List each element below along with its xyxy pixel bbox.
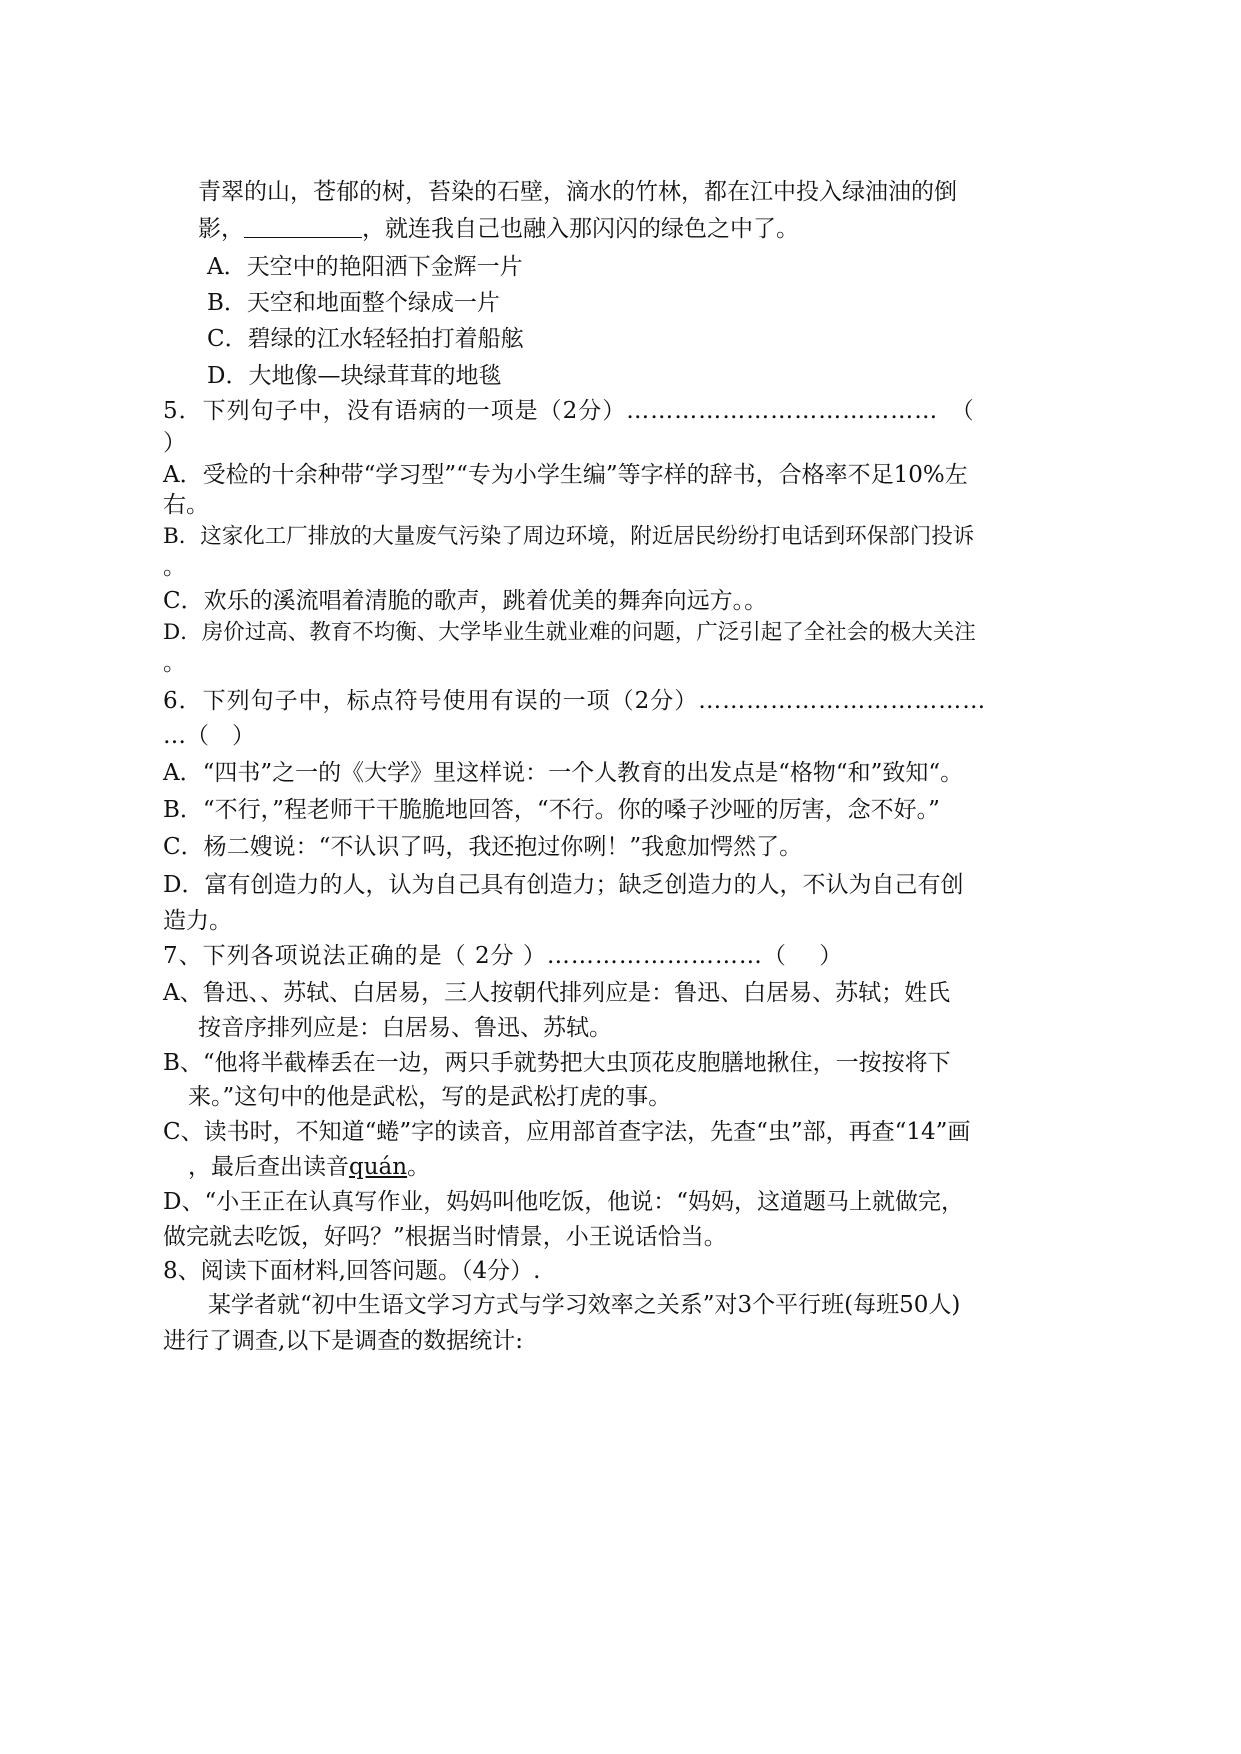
q6-stem-line2: …（ ）: [163, 723, 255, 749]
q6-option-a: A．“四书”之一的《大学》里这样说：一个人教育的出发点是“格物“和”致知“。: [163, 760, 964, 786]
q7-stem: 7、下列各项说法正确的是（ 2分 ）………………………（ ）: [163, 943, 844, 969]
q5-option-d-line1: D．房价过高、教育不均衡、大学毕业生就业难的问题，广泛引起了全社会的极大关注: [163, 620, 976, 645]
q5-option-d-line2: 。: [163, 650, 186, 676]
q7-option-b-line1: B、“他将半截棒丢在一边，两只手就势把大虫顶花皮胞膳地揪住，一按按将下: [163, 1050, 951, 1076]
q4-stem-line1: 青翠的山，苍郁的树，苔染的石壁，滴水的竹林，都在江中投入绿油油的倒: [198, 179, 957, 205]
q5-option-b-line1: B．这家化工厂排放的大量废气污染了周边环境，附近居民纷纷打电话到环保部门投诉: [163, 524, 975, 549]
q5-stem-line2: ）: [163, 430, 186, 456]
q6-option-b: B．“不行，”程老师干干脆脆地回答，“不行。你的嗓子沙哑的厉害，念不好。”: [163, 797, 940, 823]
q4-stem-line2: 影， ，就连我自己也融入那闪闪的绿色之中了。: [198, 216, 799, 242]
q7-option-c-line1: C、读书时，不知道“蜷”字的读音，应用部首查字法，先查“虫”部，再查“14”画: [163, 1119, 971, 1145]
q4-option-c: C．碧绿的江水轻轻拍打着船舷: [207, 326, 524, 352]
q5-stem-line1: 5．下列句子中，没有语病的一项是（2分）………………………………… （: [163, 398, 975, 424]
q6-option-c: C．杨二嫂说：“不认识了吗，我还抱过你咧！”我愈加愕然了。: [163, 834, 803, 860]
q7-option-d-line1: D、“小王正在认真写作业，妈妈叫他吃饭，他说：“妈妈，这道题马上就做完，: [163, 1189, 964, 1215]
q5-option-b-line2: 。: [163, 554, 186, 580]
q7-option-d-line2: 做完就去吃饭，好吗？”根据当时情景，小王说话恰当。: [163, 1224, 727, 1250]
q8-paragraph-line1: 某学者就“初中生语文学习方式与学习效率之关系”对3个平行班(每班50人): [208, 1292, 961, 1318]
q5-option-a-line2: 右。: [163, 492, 209, 518]
q7-option-b-line2: 来。”这句中的他是武松，写的是武松打虎的事。: [188, 1084, 672, 1110]
q7-option-a-line1: A、鲁迅、、苏轼、白居易，三人按朝代排列应是：鲁迅、白居易、苏轼；姓氏: [163, 980, 951, 1006]
q6-option-d-line1: D．富有创造力的人，认为自己具有创造力；缺乏创造力的人，不认为自己有创: [163, 872, 964, 898]
q6-option-d-line2: 造力。: [163, 908, 232, 934]
q4-answer-blank: [244, 215, 362, 238]
q4-option-d: D．大地像—块绿茸茸的地毯: [207, 363, 502, 389]
q5-option-a-line1: A．受检的十余种带“学习型”“专为小学生编”等字样的辞书，合格率不足10%左: [163, 462, 968, 488]
q5-option-c: C．欢乐的溪流唱着清脆的歌声，跳着优美的舞奔向远方。。: [163, 588, 768, 614]
q7-pinyin: quán: [349, 1154, 408, 1180]
q8-paragraph-line2: 进行了调查,以下是调查的数据统计:: [163, 1328, 524, 1354]
q4-option-b: B．天空和地面整个绿成一片: [207, 290, 500, 316]
q7-option-c-line2: ，最后查出读音quán。: [188, 1154, 431, 1180]
q6-stem-line1: 6．下列句子中，标点符号使用有误的一项（2分）………………………………: [163, 688, 987, 714]
q4-option-a: A．天空中的艳阳洒下金辉一片: [207, 254, 523, 280]
q7-option-a-line2: 按音序排列应是：白居易、鲁迅、苏轼。: [198, 1015, 612, 1041]
q8-stem: 8、阅读下面材料,回答问题。（4分）.: [163, 1258, 541, 1284]
